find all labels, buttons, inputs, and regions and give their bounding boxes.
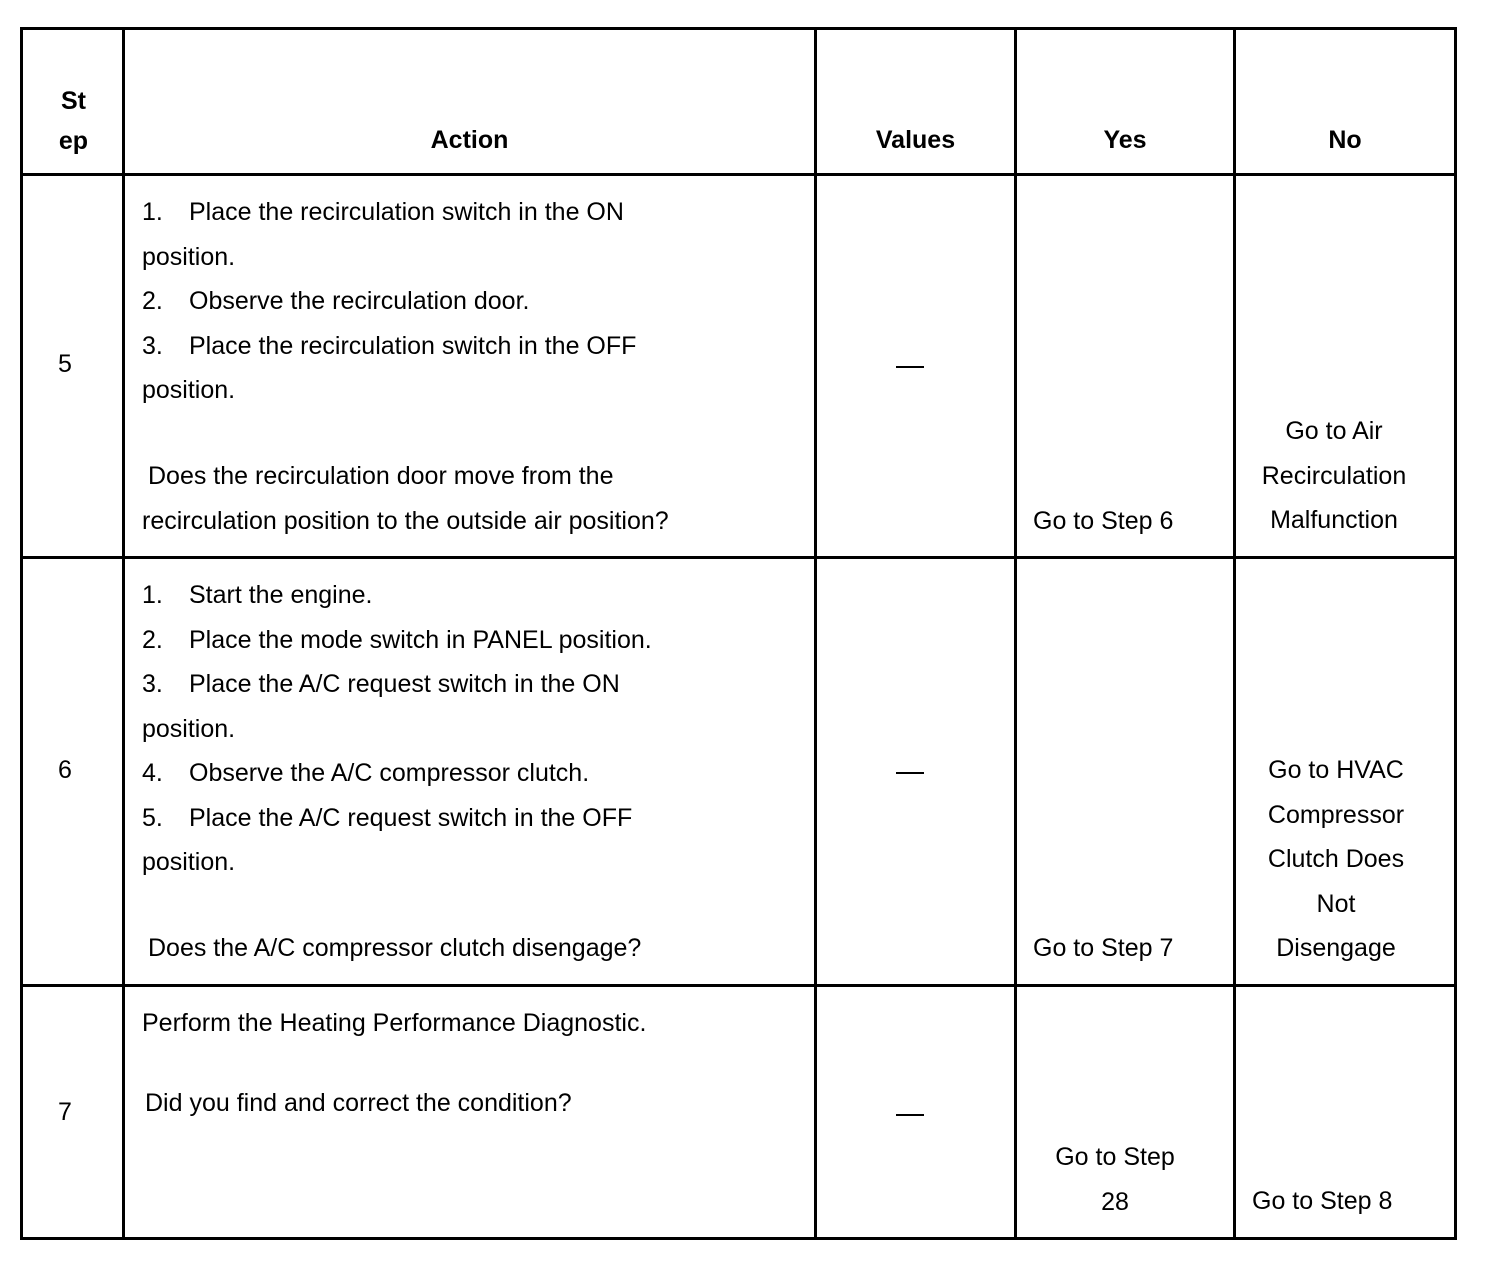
list-item: 5. Place the A/C request switch in the OFF bbox=[142, 803, 633, 832]
action-list: 1. Start the engine. 2. Place the mode switch in PANEL position. 3. Place the A/C request switch in the ON position. 4. Observe the A/C compressor clutch. 5. Place the A/C request switch in the OFF position. bbox=[142, 573, 652, 885]
column-divider bbox=[1014, 27, 1017, 1240]
list-item: 1. Place the recirculation switch in the ON bbox=[142, 198, 624, 226]
row-divider bbox=[20, 984, 1457, 987]
no-result: Go to HVAC Compressor Clutch Does Not Disengage bbox=[1267, 756, 1405, 962]
question-text: Does the recirculation door move from the bbox=[148, 462, 614, 490]
list-item: 2. Observe the recirculation door. bbox=[142, 287, 530, 315]
step-number: 5 bbox=[58, 350, 72, 378]
yes-result: Go to Step 6 bbox=[1033, 507, 1174, 535]
yes-result: Go to Step 7 bbox=[1033, 934, 1174, 962]
header-values: Values bbox=[875, 126, 956, 154]
no-result: Go to Air Recirculation Malfunction bbox=[1261, 417, 1407, 534]
header-no: No bbox=[1328, 126, 1362, 154]
header-yes: Yes bbox=[1103, 126, 1147, 154]
row-divider bbox=[20, 556, 1457, 559]
header-step: St ep bbox=[58, 87, 89, 155]
column-divider bbox=[122, 27, 125, 1240]
step-number: 6 bbox=[58, 756, 72, 784]
step-number: 7 bbox=[58, 1098, 72, 1126]
question-text: Did you find and correct the condition? bbox=[145, 1089, 572, 1117]
action-list: 1. Place the recirculation switch in the ON position. 2. Observe the recirculation door. 3. Place the recirculation switch in the OFF position. bbox=[142, 190, 636, 413]
question-text: recirculation position to the outside air position? bbox=[142, 507, 669, 535]
list-item: 4. Observe the A/C compressor clutch. bbox=[142, 759, 590, 787]
list-item: 3. Place the A/C request switch in the ON bbox=[142, 670, 620, 698]
list-item: 1. Start the engine. bbox=[142, 581, 373, 609]
yes-result: Go to Step 28 bbox=[1055, 1143, 1175, 1216]
column-divider bbox=[814, 27, 817, 1240]
no-result: Go to Step 8 bbox=[1252, 1187, 1393, 1215]
question-text: Does the A/C compressor clutch disengage? bbox=[148, 934, 642, 962]
empty-value-dash bbox=[896, 366, 924, 368]
empty-value-dash bbox=[896, 1114, 924, 1116]
row-divider bbox=[20, 173, 1457, 176]
action-text: Perform the Heating Performance Diagnostic. bbox=[142, 1009, 647, 1037]
column-divider bbox=[1233, 27, 1236, 1240]
list-item: 2. Place the mode switch in PANEL position. bbox=[142, 625, 652, 654]
header-action: Action bbox=[430, 126, 509, 154]
list-item: 3. Place the recirculation switch in the OFF bbox=[142, 331, 637, 360]
empty-value-dash bbox=[896, 772, 924, 774]
